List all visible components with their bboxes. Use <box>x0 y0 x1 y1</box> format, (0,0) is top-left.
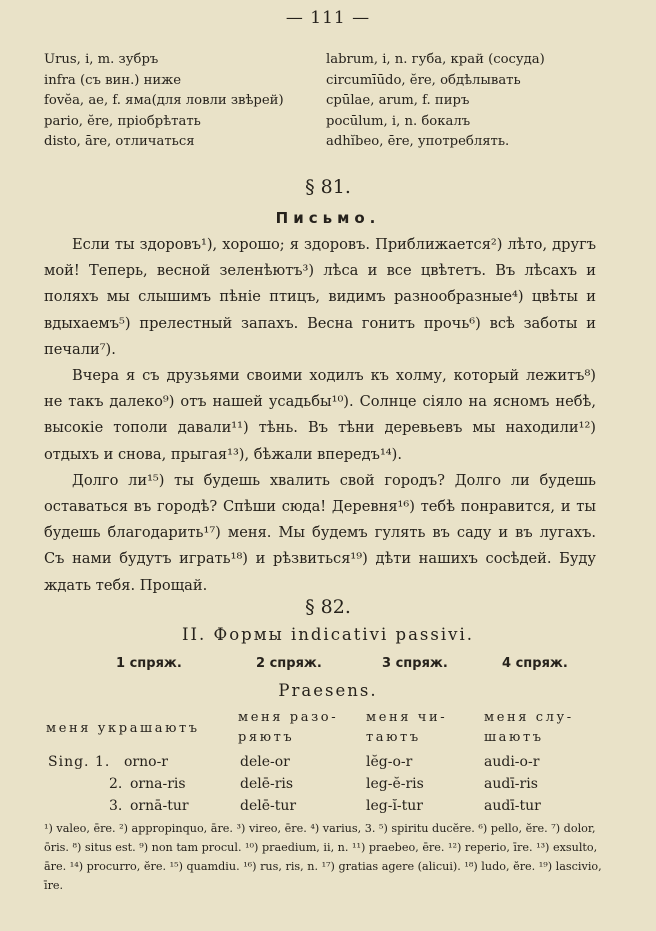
table-cell: ornā-tur <box>130 798 189 814</box>
column-header-1: меня украшаютъ <box>46 721 200 736</box>
table-cell: delē-tur <box>240 798 297 814</box>
page-number: — 111 — <box>285 8 371 28</box>
section-81-heading: § 81. <box>305 176 351 198</box>
letter-paragraph: Если ты здоровъ¹), хорошо; я здоровъ. Приближается²) лѣто, другъ мой! Теперь, весной зеленѣютъ³) лѣса и все цвѣтетъ. Въ лѣсахъ и поляхъ мы слышимъ пѣніе птицъ, видимъ разнообразные⁴) цвѣты и вдыхаемъ⁵) прелестный запахъ. Весна гонитъ прочь⁶) всѣ заботы и печали⁷). <box>44 236 596 358</box>
conjugation-4-label: 4 спряж. <box>502 656 568 671</box>
vocab-right-column <box>326 50 545 153</box>
conjugation-2-label: 2 спряж. <box>256 656 322 671</box>
table-cell: leg-ĭ-tur <box>366 798 423 814</box>
row-label: 2. <box>109 776 123 792</box>
letter-title: Письмо. <box>275 209 381 227</box>
vocab-entry: pario, ĕre, пріобрѣтать <box>44 113 201 129</box>
section-82-heading: § 82. <box>305 596 351 618</box>
letter-paragraph: Вчера я съ друзьями своими ходилъ къ холму, который лежитъ⁸) не такъ далеко⁹) отъ нашей усадьбы¹⁰). Солнце сіяло на ясномъ небѣ, высокіе тополи давали¹¹) тѣнь. Въ тѣни деревьевъ мы находили¹²) отдыхъ и снова, прыгая¹³), бѣжали впередъ¹⁴). <box>44 367 596 463</box>
table-cell: lĕg-o-r <box>366 754 413 770</box>
vocab-entry: circumīūdo, ĕre, обдѣлывать <box>326 72 521 88</box>
vocab-left-column <box>44 50 284 153</box>
tense-title: Praesens. <box>278 681 378 700</box>
table-cell: dele-or <box>240 754 290 770</box>
table-cell: orno-r <box>124 754 168 770</box>
column-header-3: меня чи- таютъ <box>366 710 448 745</box>
table-cell: delē-ris <box>240 776 294 792</box>
row-label: Sing. 1. <box>48 754 111 770</box>
table-cell: audī-ris <box>484 776 538 792</box>
vocab-entry: Urus, i, m. зубръ <box>44 52 159 67</box>
conjugation-1-label: 1 спряж. <box>116 656 182 671</box>
vocab-entry: disto, āre, отличаться <box>44 134 195 149</box>
vocab-entry: cpūlae, arum, f. пиръ <box>326 93 470 108</box>
table-cell: orna-ris <box>130 776 186 792</box>
conjugation-3-label: 3 спряж. <box>382 656 448 671</box>
letter-paragraph: Долго ли¹⁵) ты будешь хвалить свой городъ? Долго ли будешь оставаться въ городѣ? Спѣши сюда! Деревня¹⁶) тебѣ понравится, и ты будешь благодарить¹⁷) меня. Мы будемъ гулять въ саду и въ лугахъ. Съ нами будутъ играть¹⁸) и рѣзвиться¹⁹) дѣти нашихъ сосѣдей. Буду ждать тебя. Прощай. <box>44 471 596 594</box>
table-cell: audi-o-r <box>484 754 540 770</box>
footnotes: ¹) valeo, ēre. ²) appropinquo, āre. ³) vireo, ēre. ⁴) varius, 3. ⁵) spiritu ducĕre. ⁶) pello, ĕre. ⁷) dolor, ōris. ⁸) situs est. ⁹) non tam procul. ¹⁰) praedium, ii, n. ¹¹) praebeo, ēre. ¹²) reperio, īre. ¹³) exsulto, āre. ¹⁴) procurro, ĕre. ¹⁵) quamdiu. ¹⁶) rus, ris, n. ¹⁷) gratias agere (alicui). ¹⁸) ludo, ĕre. ¹⁹) lascivio, īre. <box>44 822 602 892</box>
vocab-entry: infra (съ вин.) ниже <box>44 72 182 88</box>
column-header-4: меня слу- шаютъ <box>484 710 574 745</box>
vocab-entry: fovĕa, ae, f. яма(для ловли звѣрей) <box>44 93 284 108</box>
table-cell: audī-tur <box>484 798 541 814</box>
vocab-entry: labrum, i, n. губа, край (сосуда) <box>326 52 545 67</box>
letter-body <box>44 232 596 599</box>
vocab-entry: pocūlum, i, n. бокалъ <box>326 113 471 129</box>
column-header-2: меня разо- ряютъ <box>238 710 339 745</box>
vocab-entry: adhĭbeo, ēre, употреблять. <box>326 134 510 149</box>
row-label: 3. <box>109 798 123 814</box>
forms-title: II. Формы indicativi passivi. <box>182 625 474 644</box>
table-cell: leg-ĕ-ris <box>366 776 424 792</box>
